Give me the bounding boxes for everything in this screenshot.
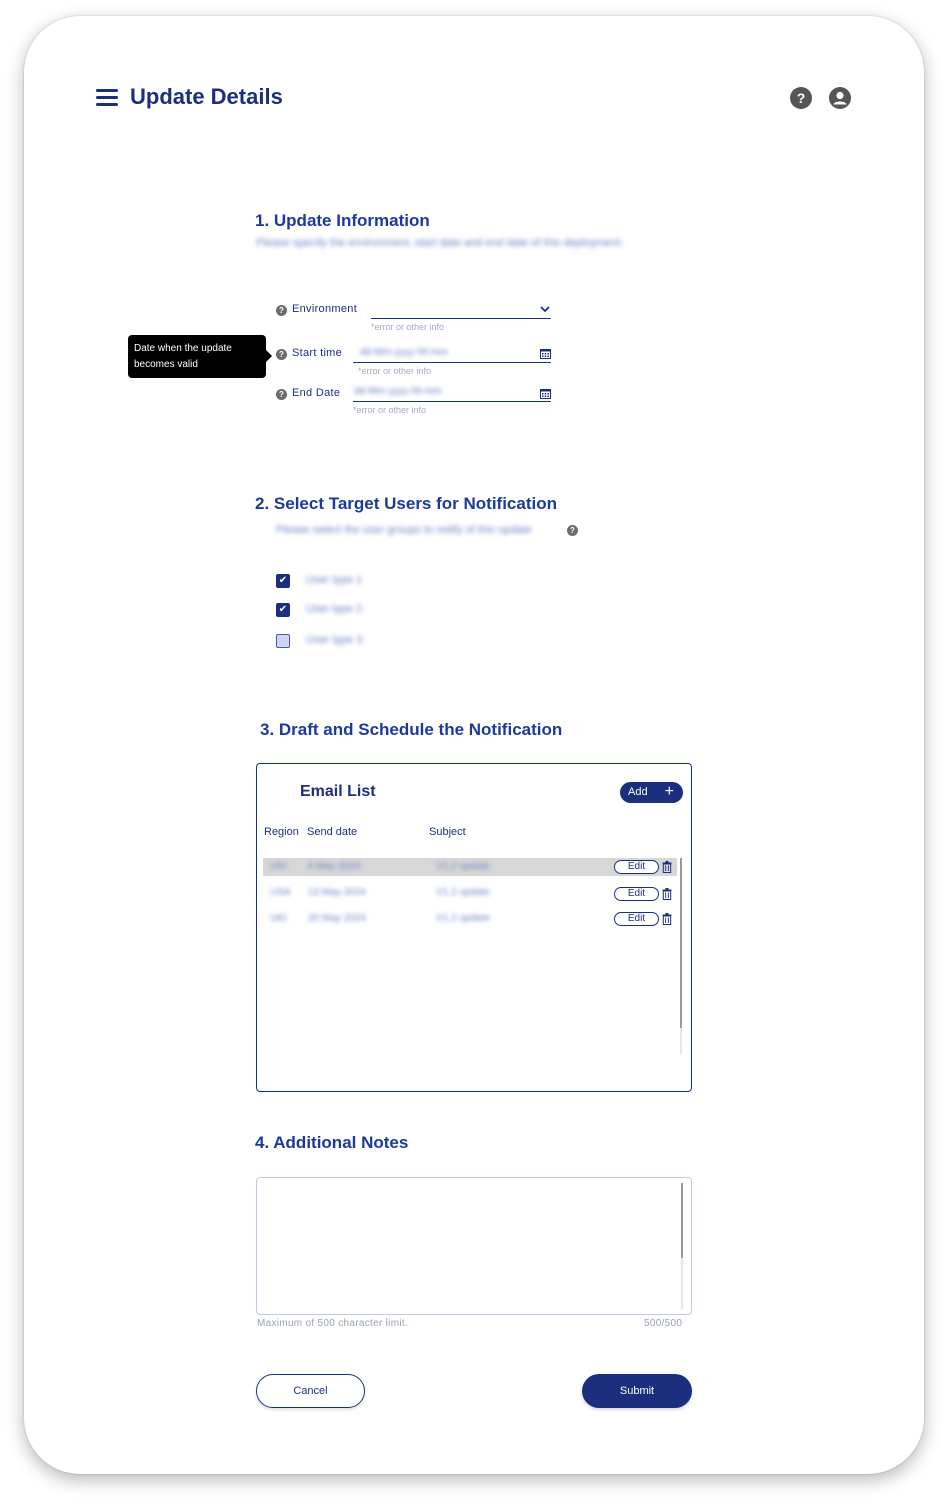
table-cell-send-date: 13 May 2024 xyxy=(308,887,366,898)
start-time-helper: *error or other info xyxy=(358,366,432,376)
help-icon[interactable]: ? xyxy=(276,389,287,400)
user-type-checkbox[interactable]: ✔ xyxy=(276,574,290,588)
table-cell-region: USA xyxy=(270,887,291,898)
column-header-send-date: Send date xyxy=(307,826,358,838)
edit-button[interactable]: Edit xyxy=(614,912,659,926)
help-icon[interactable]: ? xyxy=(276,349,287,360)
trash-icon[interactable] xyxy=(662,888,672,900)
plus-icon: + xyxy=(664,783,674,800)
table-cell-region: UKI xyxy=(270,913,287,924)
section-description: Please specify the environment, start date and end date of this deployment. xyxy=(256,237,624,249)
notes-character-counter: 500/500 xyxy=(644,1318,683,1329)
submit-button[interactable]: Submit xyxy=(582,1374,692,1408)
section-description: Please select the user groups to notify of this update xyxy=(276,524,532,536)
add-email-button[interactable] xyxy=(620,782,683,803)
help-icon[interactable]: ? xyxy=(567,525,578,536)
end-date-underline xyxy=(353,401,551,402)
help-icon[interactable]: ? xyxy=(790,87,812,109)
notes-limit-text: Maximum of 500 character limit. xyxy=(257,1318,409,1329)
environment-select[interactable] xyxy=(371,300,551,318)
user-type-checkbox[interactable] xyxy=(276,634,290,648)
notes-scrollbar-thumb[interactable] xyxy=(681,1183,683,1258)
environment-label: Environment xyxy=(292,303,358,315)
trash-icon[interactable] xyxy=(662,913,672,925)
table-cell-subject: V1.2 update xyxy=(436,887,490,898)
help-icon[interactable]: ? xyxy=(276,305,287,316)
user-type-label: User type 1 xyxy=(306,574,363,586)
account-icon[interactable] xyxy=(829,87,851,109)
user-type-label: User type 2 xyxy=(306,603,363,615)
cancel-button[interactable]: Cancel xyxy=(256,1374,365,1408)
start-time-tooltip: Date when the update becomes valid xyxy=(128,335,266,378)
table-cell-subject: V1.2 update xyxy=(436,913,490,924)
section-title-target-users: 2. Select Target Users for Notification xyxy=(255,494,557,513)
page-title: Update Details xyxy=(130,84,283,109)
start-time-label: Start time xyxy=(292,347,343,359)
end-date-input[interactable]: dd-Mm-yyyy hh:mm xyxy=(354,386,442,397)
table-cell-subject: V1.2 update xyxy=(436,861,490,872)
user-type-checkbox[interactable]: ✔ xyxy=(276,603,290,617)
start-time-input[interactable]: dd-Mm-yyyy hh:mm xyxy=(360,347,448,358)
section-title-update-information: 1. Update Information xyxy=(255,211,430,230)
trash-icon[interactable] xyxy=(662,861,672,873)
environment-underline xyxy=(371,318,551,319)
end-date-label: End Date xyxy=(292,387,341,399)
section-title-draft-schedule: 3. Draft and Schedule the Notification xyxy=(260,720,563,739)
table-cell-send-date: 6 May 2024 xyxy=(308,861,361,872)
email-list-panel xyxy=(256,763,692,1092)
user-type-label: User type 3 xyxy=(306,634,363,646)
table-cell-region: UKI xyxy=(270,861,287,872)
start-time-underline xyxy=(353,362,551,363)
end-date-helper: *error or other info xyxy=(353,405,427,415)
column-header-subject: Subject xyxy=(429,826,466,838)
environment-helper: *error or other info xyxy=(371,322,445,332)
edit-button[interactable]: Edit xyxy=(614,887,659,901)
notes-textarea[interactable] xyxy=(256,1177,692,1315)
add-label: Add xyxy=(628,786,648,798)
email-list-title: Email List xyxy=(300,783,376,800)
calendar-icon[interactable] xyxy=(540,348,551,359)
edit-button[interactable]: Edit xyxy=(614,860,659,874)
column-header-region: Region xyxy=(264,826,299,838)
chevron-down-icon xyxy=(540,306,550,313)
hamburger-menu-icon[interactable] xyxy=(96,88,120,108)
table-cell-send-date: 20 May 2024 xyxy=(308,913,366,924)
calendar-icon[interactable] xyxy=(540,388,551,399)
section-title-additional-notes: 4. Additional Notes xyxy=(255,1133,409,1152)
email-list-scrollbar-thumb[interactable] xyxy=(680,858,682,1028)
